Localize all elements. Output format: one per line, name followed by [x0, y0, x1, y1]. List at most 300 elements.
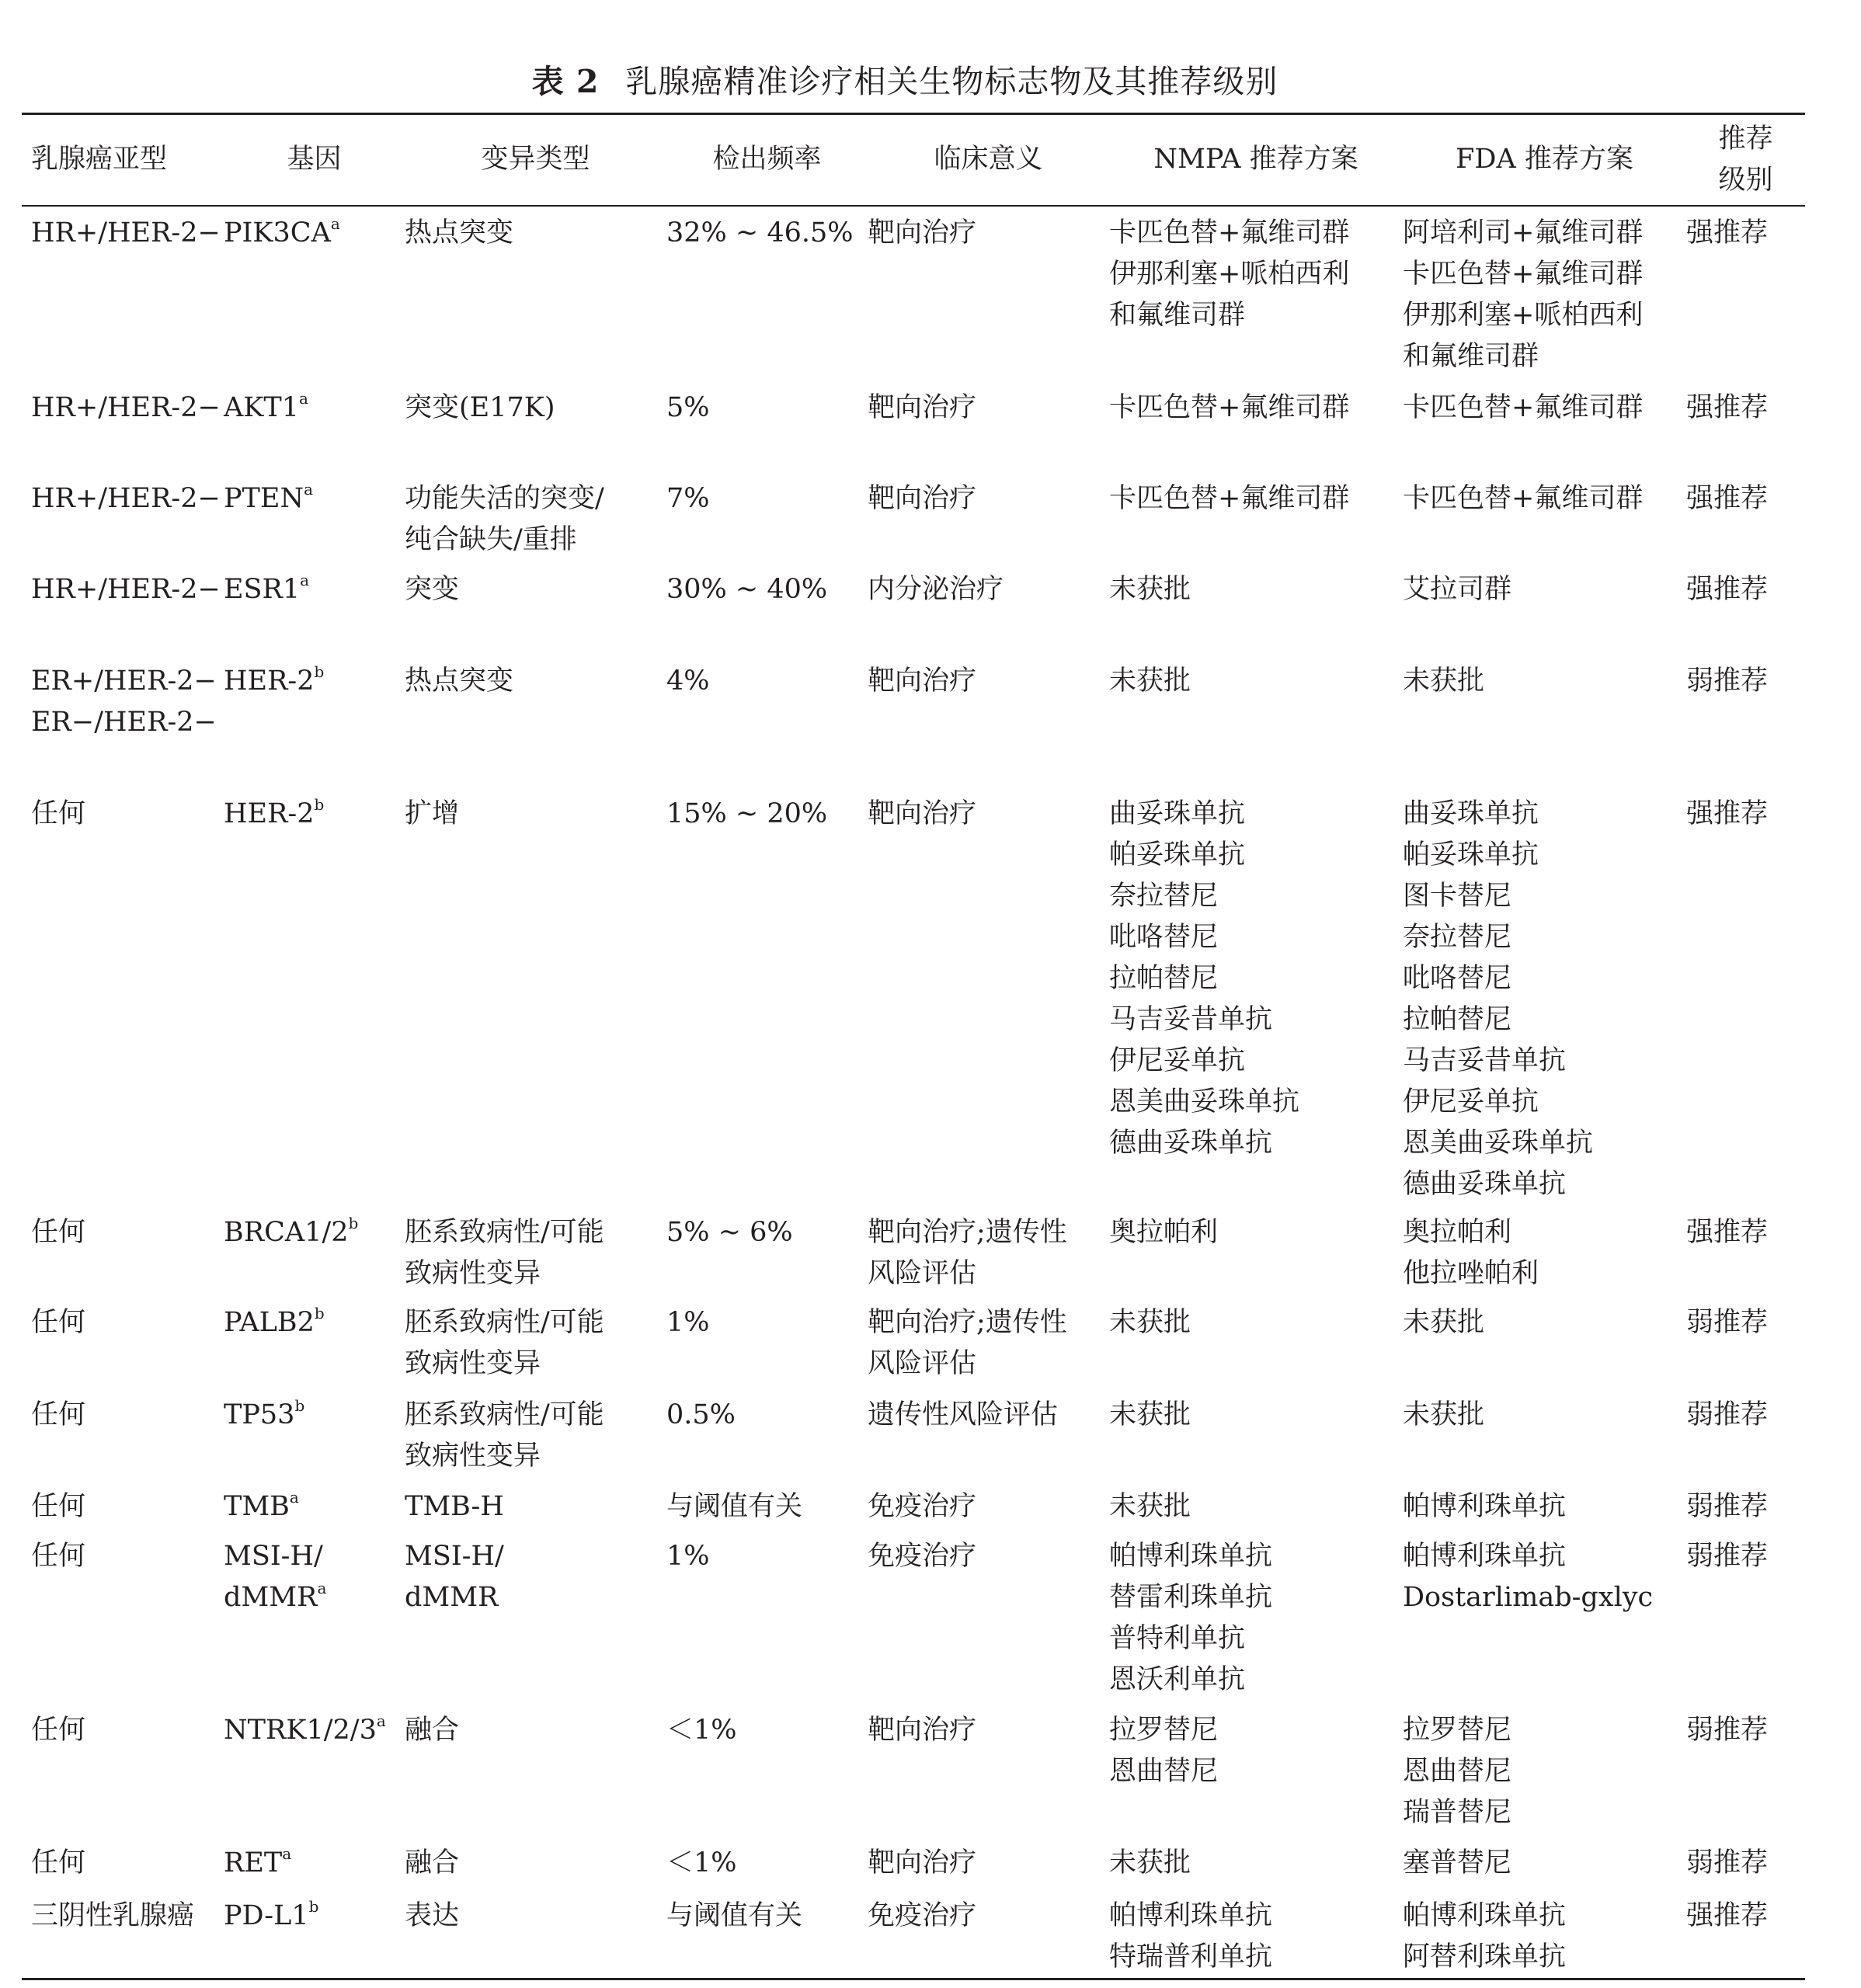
variant-text: 突变(E17K) — [405, 391, 555, 423]
nmpa-regimen: 未获批 — [1109, 1306, 1191, 1338]
clinical-text: 靶向治疗;遗传性 — [868, 1306, 1067, 1338]
frequency-text: 30% ~ 40% — [666, 573, 828, 605]
cell-subtype — [22, 1206, 224, 1296]
cell-fda — [1403, 563, 1686, 655]
cell-clinical — [868, 1704, 1109, 1837]
table-row — [22, 1480, 1805, 1530]
gene-name: ESR1$^a$ — [224, 570, 310, 605]
nmpa-regimen: 卡匹色替+氟维司群 — [1109, 217, 1350, 248]
fda-regimen: 瑞普替尼 — [1403, 1796, 1512, 1828]
table-row — [22, 381, 1805, 472]
subtype-text: 任何 — [31, 1714, 86, 1746]
cell-fda — [1403, 381, 1686, 472]
cell-gene — [224, 1206, 405, 1296]
gene-name: RET$^a$ — [224, 1844, 292, 1879]
subtype-text: HR+/HER-2− — [31, 391, 221, 423]
cell-nmpa — [1109, 206, 1403, 381]
cell-fda — [1403, 1480, 1686, 1530]
fda-regimen: 和氟维司群 — [1403, 340, 1539, 372]
level-text: 强推荐 — [1686, 573, 1769, 605]
cell-fda — [1403, 1837, 1686, 1889]
subtype-text: 任何 — [31, 1490, 86, 1522]
gene-name: TP53$^b$ — [224, 1395, 305, 1430]
header-gene: 基因 — [287, 144, 342, 176]
frequency-text: 1% — [666, 1306, 710, 1338]
nmpa-regimen: 卡匹色替+氟维司群 — [1109, 482, 1350, 514]
fda-regimen: 未获批 — [1403, 1399, 1485, 1430]
cell-clinical — [868, 1480, 1109, 1530]
header-variant: 变异类型 — [481, 144, 590, 176]
gene-footnote-mark: a — [304, 479, 314, 499]
variant-text: 突变 — [405, 573, 460, 605]
fda-regimen: 拉帕替尼 — [1403, 1003, 1512, 1035]
level-text: 强推荐 — [1686, 1216, 1769, 1248]
clinical-text: 免疫治疗 — [868, 1540, 977, 1572]
cell-clinical — [868, 1388, 1109, 1480]
cell-gene — [224, 1296, 405, 1388]
cell-subtype — [22, 206, 224, 381]
nmpa-regimen: 未获批 — [1109, 665, 1191, 697]
cell-gene — [224, 787, 405, 1206]
clinical-text: 靶向治疗 — [868, 217, 977, 248]
table-row — [22, 1889, 1805, 1979]
subtype-text: 任何 — [31, 1399, 86, 1430]
table-row — [22, 1388, 1805, 1480]
variant-text: 胚系致病性/可能 — [405, 1399, 604, 1430]
gene-name: MSI-H/ — [224, 1540, 323, 1572]
cell-level — [1686, 1480, 1805, 1530]
cell-level — [1686, 787, 1805, 1206]
cell-frequency — [666, 1530, 868, 1704]
cell-fda — [1403, 1296, 1686, 1388]
variant-text: 纯合缺失/重排 — [405, 523, 577, 555]
cell-level — [1686, 1837, 1805, 1889]
nmpa-regimen: 伊那利塞+哌柏西利 — [1109, 258, 1350, 290]
cell-level — [1686, 1206, 1805, 1296]
gene-name: PD-L1$^b$ — [224, 1896, 319, 1931]
gene-name: dMMR$^a$ — [224, 1578, 327, 1613]
cell-nmpa — [1109, 1388, 1403, 1480]
table-row — [22, 1530, 1805, 1704]
nmpa-regimen: 德曲妥珠单抗 — [1109, 1127, 1273, 1159]
fda-regimen: 帕妥珠单抗 — [1403, 839, 1539, 871]
variant-text: 表达 — [405, 1899, 460, 1931]
gene-footnote-mark: a — [376, 1711, 386, 1730]
nmpa-regimen: 奈拉替尼 — [1109, 880, 1219, 912]
subtype-text: 任何 — [31, 798, 86, 829]
fda-regimen: 图卡替尼 — [1403, 880, 1512, 912]
clinical-text: 靶向治疗 — [868, 665, 977, 697]
cell-clinical — [868, 1296, 1109, 1388]
cell-nmpa — [1109, 1206, 1403, 1296]
cell-frequency — [666, 787, 868, 1206]
cell-subtype — [22, 563, 224, 655]
cell-frequency — [666, 1480, 868, 1530]
gene-name: BRCA1/2$^b$ — [224, 1213, 359, 1248]
cell-fda — [1403, 1889, 1686, 1979]
table-number: 表 2 — [531, 63, 600, 100]
cell-clinical — [868, 1530, 1109, 1704]
table-row — [22, 1837, 1805, 1889]
cell-fda — [1403, 1388, 1686, 1480]
cell-fda — [1403, 206, 1686, 381]
cell-level — [1686, 1296, 1805, 1388]
table-row — [22, 1296, 1805, 1388]
gene-footnote-mark: b — [348, 1213, 359, 1232]
cell-subtype — [22, 472, 224, 563]
fda-regimen: 奈拉替尼 — [1403, 921, 1512, 953]
fda-regimen: 帕博利珠单抗 — [1403, 1490, 1567, 1522]
fda-regimen: 未获批 — [1403, 665, 1485, 697]
nmpa-regimen: 恩沃利单抗 — [1109, 1663, 1246, 1695]
clinical-text: 靶向治疗 — [868, 482, 977, 514]
fda-regimen: 奥拉帕利 — [1403, 1216, 1512, 1248]
gene-footnote-mark: a — [317, 1578, 327, 1597]
table-body — [22, 206, 1805, 1979]
subtype-text: 任何 — [31, 1540, 86, 1572]
subtype-text: HR+/HER-2− — [31, 573, 221, 605]
level-text: 弱推荐 — [1686, 1306, 1769, 1338]
frequency-text: 32% ~ 46.5% — [666, 217, 854, 248]
frequency-text: ＜1% — [666, 1714, 737, 1746]
fda-regimen: 卡匹色替+氟维司群 — [1403, 482, 1644, 514]
variant-text: 热点突变 — [405, 665, 514, 697]
level-text: 强推荐 — [1686, 482, 1769, 514]
fda-regimen: 塞普替尼 — [1403, 1847, 1512, 1879]
nmpa-regimen: 吡咯替尼 — [1109, 921, 1219, 953]
gene-footnote-mark: a — [330, 214, 340, 233]
level-text: 强推荐 — [1686, 1899, 1769, 1931]
cell-level — [1686, 472, 1805, 563]
variant-text: MSI-H/ — [405, 1540, 504, 1572]
gene-name: NTRK1/2/3$^a$ — [224, 1711, 386, 1746]
gene-footnote-mark: b — [294, 1395, 305, 1415]
cell-nmpa — [1109, 1837, 1403, 1889]
cell-fda — [1403, 655, 1686, 787]
variant-text: 致病性变异 — [405, 1347, 541, 1379]
cell-variant — [405, 655, 666, 787]
header-level-line1: 推荐 — [1718, 123, 1773, 155]
cell-clinical — [868, 1206, 1109, 1296]
subtype-text: ER+/HER-2− — [31, 665, 217, 697]
fda-regimen: 恩曲替尼 — [1403, 1755, 1512, 1787]
cell-subtype — [22, 787, 224, 1206]
fda-regimen: 拉罗替尼 — [1403, 1714, 1512, 1746]
cell-variant — [405, 1530, 666, 1704]
nmpa-regimen: 恩曲替尼 — [1109, 1755, 1219, 1787]
cell-subtype — [22, 1704, 224, 1837]
fda-regimen: 伊尼妥单抗 — [1403, 1086, 1539, 1117]
cell-subtype — [22, 1480, 224, 1530]
cell-frequency — [666, 1206, 868, 1296]
cell-subtype — [22, 1889, 224, 1979]
clinical-text: 免疫治疗 — [868, 1899, 977, 1931]
cell-variant — [405, 381, 666, 472]
nmpa-regimen: 未获批 — [1109, 573, 1191, 605]
frequency-text: 5% — [666, 391, 710, 423]
cell-gene — [224, 1388, 405, 1480]
fda-regimen: 卡匹色替+氟维司群 — [1403, 258, 1644, 290]
cell-level — [1686, 1530, 1805, 1704]
cell-level — [1686, 1889, 1805, 1979]
nmpa-regimen: 未获批 — [1109, 1490, 1191, 1522]
cell-level — [1686, 206, 1805, 381]
table-caption — [0, 56, 1810, 102]
gene-name: TMB$^a$ — [224, 1487, 299, 1522]
table-title: 乳腺癌精准诊疗相关生物标志物及其推荐级别 — [625, 63, 1278, 100]
table-row — [22, 655, 1805, 787]
cell-variant — [405, 206, 666, 381]
gene-footnote-mark: b — [314, 662, 325, 681]
clinical-text: 靶向治疗 — [868, 1847, 977, 1879]
gene-name: HER-2$^b$ — [224, 794, 325, 829]
cell-gene — [224, 563, 405, 655]
frequency-text: 15% ~ 20% — [666, 798, 828, 829]
cell-fda — [1403, 472, 1686, 563]
table-row — [22, 1206, 1805, 1296]
gene-name: HER-2$^b$ — [224, 662, 325, 697]
cell-subtype — [22, 1388, 224, 1480]
gene-name: AKT1$^a$ — [224, 388, 308, 423]
cell-gene — [224, 206, 405, 381]
gene-name: $PIK3CA^a$ — [224, 214, 340, 248]
cell-variant — [405, 1296, 666, 1388]
level-text: 弱推荐 — [1686, 665, 1769, 697]
cell-subtype — [22, 1296, 224, 1388]
header-level-line2: 级别 — [1718, 164, 1773, 196]
header-clinical: 临床意义 — [934, 144, 1043, 176]
cell-frequency — [666, 563, 868, 655]
fda-regimen: 阿培利司+氟维司群 — [1403, 217, 1644, 248]
cell-clinical — [868, 787, 1109, 1206]
cell-frequency — [666, 1388, 868, 1480]
cell-variant — [405, 787, 666, 1206]
cell-subtype — [22, 655, 224, 787]
nmpa-regimen: 恩美曲妥珠单抗 — [1109, 1086, 1300, 1117]
table-row — [22, 472, 1805, 563]
cell-gene — [224, 472, 405, 563]
table-header — [22, 114, 1805, 206]
frequency-text: ＜1% — [666, 1847, 737, 1879]
cell-frequency — [666, 1704, 868, 1837]
nmpa-regimen: 和氟维司群 — [1109, 299, 1246, 331]
cell-fda — [1403, 787, 1686, 1206]
variant-text: TMB-H — [405, 1490, 504, 1522]
nmpa-regimen: 特瑞普利单抗 — [1109, 1941, 1273, 1972]
variant-text: 融合 — [405, 1847, 460, 1879]
subtype-text: 任何 — [31, 1216, 86, 1248]
nmpa-regimen: 未获批 — [1109, 1399, 1191, 1430]
table-row — [22, 206, 1805, 381]
cell-nmpa — [1109, 1704, 1403, 1837]
cell-clinical — [868, 655, 1109, 787]
cell-gene — [224, 1704, 405, 1837]
fda-regimen: 曲妥珠单抗 — [1403, 798, 1539, 829]
level-text: 强推荐 — [1686, 391, 1769, 423]
subtype-text: HR+/HER-2− — [31, 217, 221, 248]
nmpa-regimen: 伊尼妥单抗 — [1109, 1044, 1246, 1076]
fda-regimen: 帕博利珠单抗 — [1403, 1540, 1567, 1572]
subtype-text: HR+/HER-2− — [31, 482, 221, 514]
nmpa-regimen: 卡匹色替+氟维司群 — [1109, 391, 1350, 423]
variant-text: 扩增 — [405, 798, 460, 829]
cell-gene — [224, 1530, 405, 1704]
gene-footnote-mark: b — [314, 1303, 325, 1322]
subtype-text: 任何 — [31, 1847, 86, 1879]
biomarker-table — [22, 113, 1805, 1980]
cell-variant — [405, 1206, 666, 1296]
cell-nmpa — [1109, 381, 1403, 472]
cell-gene — [224, 1480, 405, 1530]
table-row — [22, 563, 1805, 655]
cell-nmpa — [1109, 787, 1403, 1206]
table-row — [22, 787, 1805, 1206]
cell-subtype — [22, 1837, 224, 1889]
cell-subtype — [22, 381, 224, 472]
frequency-text: 0.5% — [666, 1399, 736, 1430]
fda-regimen: Dostarlimab-gxlyc — [1403, 1581, 1654, 1613]
variant-text: 致病性变异 — [405, 1257, 541, 1289]
cell-gene — [224, 381, 405, 472]
cell-fda — [1403, 1530, 1686, 1704]
fda-regimen: 恩美曲妥珠单抗 — [1403, 1127, 1594, 1159]
clinical-text: 免疫治疗 — [868, 1490, 977, 1522]
level-text: 弱推荐 — [1686, 1714, 1769, 1746]
cell-fda — [1403, 1704, 1686, 1837]
cell-nmpa — [1109, 563, 1403, 655]
clinical-text: 靶向治疗 — [868, 1714, 977, 1746]
nmpa-regimen: 拉罗替尼 — [1109, 1714, 1219, 1746]
table-row — [22, 1704, 1805, 1837]
frequency-text: 4% — [666, 665, 710, 697]
nmpa-regimen: 未获批 — [1109, 1847, 1191, 1879]
level-text: 强推荐 — [1686, 217, 1769, 248]
cell-variant — [405, 563, 666, 655]
cell-nmpa — [1109, 1296, 1403, 1388]
clinical-text: 风险评估 — [868, 1347, 977, 1379]
level-text: 强推荐 — [1686, 798, 1769, 829]
cell-fda — [1403, 1206, 1686, 1296]
level-text: 弱推荐 — [1686, 1847, 1769, 1879]
gene-footnote-mark: b — [308, 1896, 319, 1916]
variant-text: 热点突变 — [405, 217, 514, 248]
cell-gene — [224, 1837, 405, 1889]
subtype-text: ER−/HER-2− — [31, 706, 217, 738]
level-text: 弱推荐 — [1686, 1540, 1769, 1572]
variant-text: 融合 — [405, 1714, 460, 1746]
nmpa-regimen: 普特利单抗 — [1109, 1622, 1246, 1654]
fda-regimen: 阿替利珠单抗 — [1403, 1941, 1567, 1972]
subtype-text: 任何 — [31, 1306, 86, 1338]
frequency-text: 与阈值有关 — [666, 1899, 803, 1931]
frequency-text: 5% ~ 6% — [666, 1216, 793, 1248]
frequency-text: 7% — [666, 482, 710, 514]
variant-text: 胚系致病性/可能 — [405, 1306, 604, 1338]
cell-variant — [405, 472, 666, 563]
cell-nmpa — [1109, 1480, 1403, 1530]
frequency-text: 与阈值有关 — [666, 1490, 803, 1522]
gene-footnote-mark: a — [289, 1487, 299, 1507]
nmpa-regimen: 替雷利珠单抗 — [1109, 1581, 1273, 1613]
cell-gene — [224, 655, 405, 787]
fda-regimen: 他拉唑帕利 — [1403, 1257, 1539, 1289]
cell-subtype — [22, 1530, 224, 1704]
cell-frequency — [666, 381, 868, 472]
frequency-text: 1% — [666, 1540, 710, 1572]
cell-level — [1686, 1704, 1805, 1837]
cell-variant — [405, 1480, 666, 1530]
cell-frequency — [666, 655, 868, 787]
nmpa-regimen: 帕博利珠单抗 — [1109, 1899, 1273, 1931]
fda-regimen: 德曲妥珠单抗 — [1403, 1168, 1567, 1200]
clinical-text: 靶向治疗 — [868, 391, 977, 423]
cell-frequency — [666, 472, 868, 563]
nmpa-regimen: 帕博利珠单抗 — [1109, 1540, 1273, 1572]
cell-frequency — [666, 1837, 868, 1889]
cell-variant — [405, 1889, 666, 1979]
fda-regimen: 艾拉司群 — [1403, 573, 1512, 605]
cell-level — [1686, 563, 1805, 655]
cell-level — [1686, 1388, 1805, 1480]
header-level — [1686, 114, 1805, 206]
cell-clinical — [868, 1837, 1109, 1889]
gene-footnote-mark: a — [299, 388, 308, 408]
level-text: 弱推荐 — [1686, 1399, 1769, 1430]
gene-name: PALB2$^b$ — [224, 1303, 325, 1338]
cell-clinical — [868, 472, 1109, 563]
fda-regimen: 马吉妥昔单抗 — [1403, 1044, 1567, 1076]
variant-text: 致病性变异 — [405, 1440, 541, 1472]
cell-frequency — [666, 1889, 868, 1979]
cell-nmpa — [1109, 1530, 1403, 1704]
header-subtype: 乳腺癌亚型 — [31, 144, 168, 176]
cell-clinical — [868, 1889, 1109, 1979]
header-nmpa: NMPA 推荐方案 — [1153, 144, 1358, 176]
cell-nmpa — [1109, 655, 1403, 787]
cell-clinical — [868, 563, 1109, 655]
header-frequency: 检出频率 — [712, 144, 822, 176]
clinical-text: 遗传性风险评估 — [868, 1399, 1059, 1430]
cell-clinical — [868, 381, 1109, 472]
cell-nmpa — [1109, 472, 1403, 563]
cell-variant — [405, 1837, 666, 1889]
nmpa-regimen: 拉帕替尼 — [1109, 962, 1219, 994]
cell-level — [1686, 381, 1805, 472]
variant-text: 功能失活的突变/ — [405, 482, 604, 514]
nmpa-regimen: 曲妥珠单抗 — [1109, 798, 1246, 829]
nmpa-regimen: 奥拉帕利 — [1109, 1216, 1219, 1248]
cell-variant — [405, 1388, 666, 1480]
clinical-text: 内分泌治疗 — [868, 573, 1004, 605]
variant-text: 胚系致病性/可能 — [405, 1216, 604, 1248]
cell-variant — [405, 1704, 666, 1837]
fda-regimen: 帕博利珠单抗 — [1403, 1899, 1567, 1931]
clinical-text: 靶向治疗 — [868, 798, 977, 829]
cell-frequency — [666, 206, 868, 381]
subtype-text: 三阴性乳腺癌 — [31, 1899, 195, 1931]
cell-gene — [224, 1889, 405, 1979]
clinical-text: 靶向治疗;遗传性 — [868, 1216, 1067, 1248]
gene-footnote-mark: a — [282, 1844, 292, 1863]
cell-clinical — [868, 206, 1109, 381]
fda-regimen: 伊那利塞+哌柏西利 — [1403, 299, 1644, 331]
clinical-text: 风险评估 — [868, 1257, 977, 1289]
fda-regimen: 未获批 — [1403, 1306, 1485, 1338]
level-text: 弱推荐 — [1686, 1490, 1769, 1522]
cell-level — [1686, 655, 1805, 787]
gene-name: PTEN$^a$ — [224, 479, 314, 514]
variant-text: dMMR — [405, 1581, 499, 1613]
